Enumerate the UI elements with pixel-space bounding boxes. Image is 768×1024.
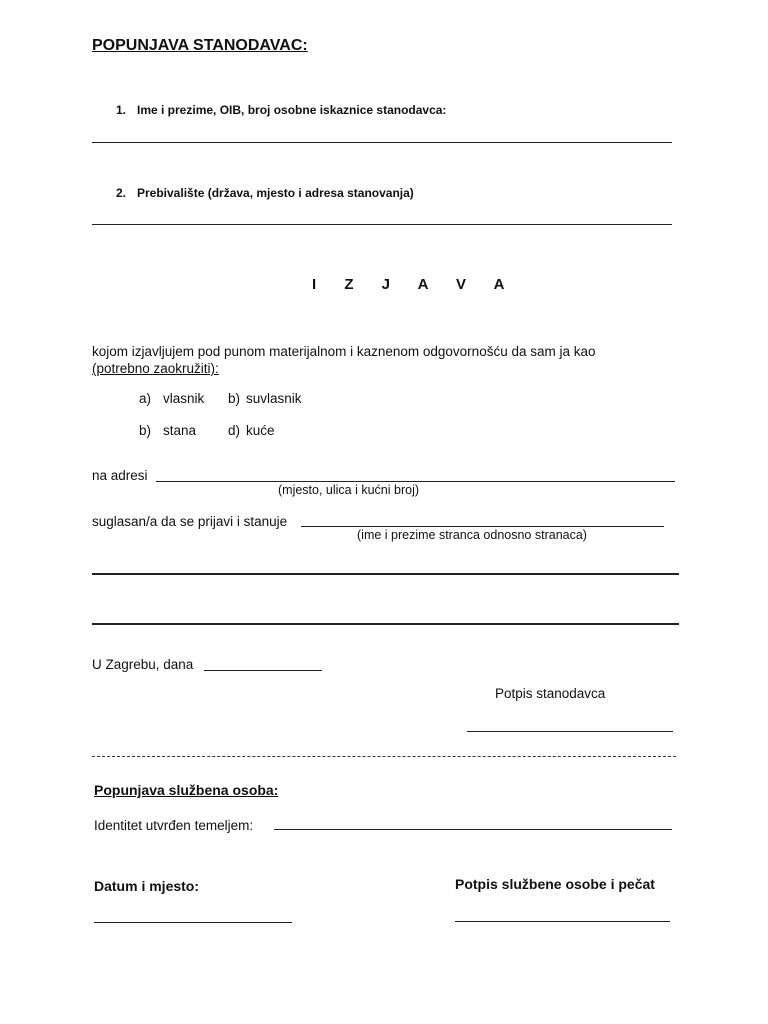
date-input-line[interactable] bbox=[204, 670, 322, 671]
option-c-text[interactable]: stana bbox=[163, 423, 197, 438]
consent-caption: (ime i prezime stranca odnosno stranaca) bbox=[357, 528, 587, 542]
date-place-label: Datum i mjesto: bbox=[94, 878, 200, 894]
option-a-letter[interactable]: a) bbox=[139, 391, 152, 406]
option-b-text[interactable]: suvlasnik bbox=[246, 391, 302, 406]
landlord-signature-label: Potpis stanodavca bbox=[495, 686, 606, 701]
official-signature-line[interactable] bbox=[455, 921, 670, 922]
place-date-label: U Zagrebu, dana bbox=[92, 657, 194, 672]
consent-label: suglasan/a da se prijavi i stanuje bbox=[92, 514, 288, 529]
option-d-letter[interactable]: d) bbox=[228, 423, 241, 438]
address-label: na adresi bbox=[92, 468, 148, 483]
extra-input-line-2[interactable] bbox=[92, 623, 679, 625]
official-signature-label: Potpis službene osobe i pečat bbox=[455, 876, 655, 892]
identity-input-line[interactable] bbox=[274, 829, 672, 830]
option-a-text[interactable]: vlasnik bbox=[163, 391, 205, 406]
statement-intro: kojom izjavljujem pod punom materijalnom i kaznenom odgovornošću da sam ja kao bbox=[92, 344, 596, 359]
identity-label: Identitet utvrđen temeljem: bbox=[94, 818, 254, 833]
option-b-letter[interactable]: b) bbox=[228, 391, 241, 406]
date-place-input-line[interactable] bbox=[94, 922, 292, 923]
item-1-input-line[interactable] bbox=[92, 142, 672, 143]
item-1-number: 1. bbox=[116, 103, 127, 117]
official-section-title: Popunjava službena osoba: bbox=[94, 782, 279, 798]
item-2-number: 2. bbox=[116, 186, 127, 200]
section-separator bbox=[92, 756, 676, 757]
statement-hint: (potrebno zaokružiti): bbox=[92, 361, 219, 376]
address-caption: (mjesto, ulica i kućni broj) bbox=[278, 483, 420, 497]
address-input-line[interactable] bbox=[156, 481, 675, 482]
option-d-text[interactable]: kuće bbox=[246, 423, 275, 438]
landlord-signature-line[interactable] bbox=[467, 731, 673, 732]
item-1-label: Ime i prezime, OIB, broj osobne iskaznice stanodavca: bbox=[137, 103, 447, 117]
form-title: POPUNJAVA STANODAVAC: bbox=[92, 37, 308, 54]
consent-input-line[interactable] bbox=[301, 526, 664, 527]
item-2-input-line[interactable] bbox=[92, 224, 672, 225]
statement-heading: I Z J A V A bbox=[312, 276, 517, 293]
extra-input-line-1[interactable] bbox=[92, 573, 679, 575]
item-2-label: Prebivalište (država, mjesto i adresa stanovanja) bbox=[137, 186, 414, 200]
option-c-letter[interactable]: b) bbox=[139, 423, 152, 438]
